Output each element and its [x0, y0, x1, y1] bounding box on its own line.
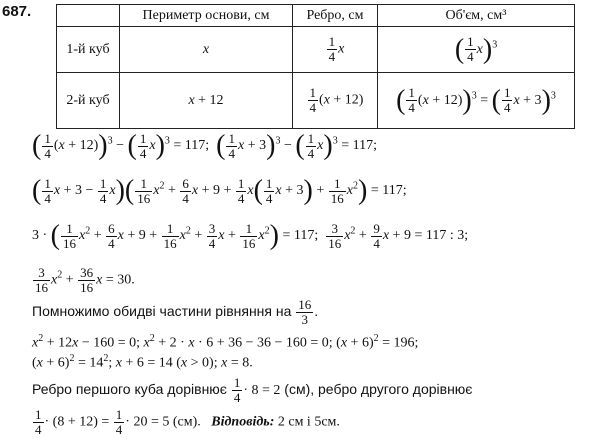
row2-label: 2-й куб — [57, 73, 120, 129]
equation-line-9: $\frac{1}{4}$ · (8 + 12) = $\frac{1}{4}$ · 20 = 5 (см). Відповідь: 2 см і 5см. — [35, 407, 340, 437]
row1-volume: ( $\frac{1}{4}$ x)$^3$ — [378, 27, 575, 73]
table-header-empty — [57, 5, 120, 27]
row2-volume: ( $\frac{1}{4}$ (x + 12))$^3$ = ( $\frac{1}{4}$ x + 3)$^3$ — [378, 73, 575, 129]
answer-label: Відповідь: — [211, 414, 275, 430]
equation-line-7: $(x + 6)^2 = 14^2$; x + 6 = 14 (x > 0); x = 8. — [32, 353, 253, 371]
equation-line-4: $\frac{3}{16}$ $x^2$ + $\frac{36}{16}$ x = 30. — [35, 265, 135, 295]
table-header-perimeter: Периметр основи, см — [120, 5, 293, 27]
row1-label: 1-й куб — [57, 27, 120, 73]
problem-number: 687. — [2, 3, 32, 20]
text-line-5: Помножимо обидві частини рівняння на $\frac{16}{3}$ . — [32, 297, 319, 327]
cubes-table — [56, 4, 575, 129]
table-row — [57, 73, 575, 129]
equation-line-3: 3 · ( $\frac{1}{16}$ $x^2$ + $\frac{6}{4}$ x + 9 + $\frac{1}{16}$ $x^2$ + $\frac{3}{4}$ x + $\frac{1}{16}$ $x^2) = 117$; $\frac{3}{16}$ $x^2$ + $\frac{9}{4}$ x + 9 = 117 : 3; — [32, 220, 469, 251]
row1-perimeter: x — [120, 27, 293, 73]
equation-line-2: ( $\frac{1}{4}$ x + 3 − $\frac{1}{4}$ x)( $\frac{1}{16}$ $x^2$ + $\frac{6}{4}$ x + 9 + $\frac{1}{4}$ x( $\frac{1}{4}$ x + 3) + $\frac{1}{16}$ $x^2) = 117$; — [32, 175, 407, 206]
row2-edge: $\frac{1}{4}$ (x + 12) — [293, 73, 378, 129]
table-row — [57, 27, 575, 73]
row2-perimeter: x + 12 — [120, 73, 293, 129]
equation-line-6: $x^2 + 12x - 160 = 0$; $x^2 + 2 \cdot x \cdot 6 + 36 - 36 - 160 = 0$; $(x + 6)^2 = 196$; — [32, 333, 419, 351]
row1-edge: $\frac{1}{4}$ x — [293, 27, 378, 73]
text-line-8: Ребро першого куба дорівнює $\frac{1}{4}$ · 8 = 2 (см), ребро другого дорівнює — [32, 375, 473, 405]
table-header-volume: Об'єм, см³ — [378, 5, 575, 27]
table-header-edge: Ребро, см — [293, 5, 378, 27]
equation-line-1: ( $\frac{1}{4}$ (x + 12))$^3$ − ( $\frac{1}{4}$ x)$^3$ = 117; ( $\frac{1}{4}$ x + 3)$^3$ − ( $\frac{1}{4}$ x)$^3$ = 117; — [32, 130, 377, 161]
answer-text: 2 см і 5см. — [277, 414, 340, 430]
